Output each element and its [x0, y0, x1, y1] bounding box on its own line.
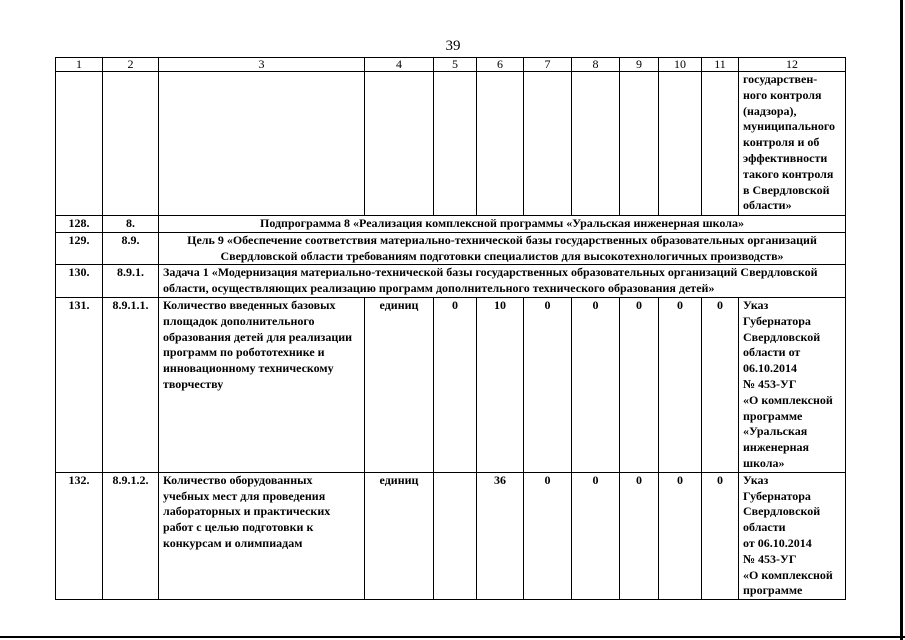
table-row-continuation	[56, 72, 846, 216]
value-cell: 0	[524, 297, 572, 472]
col-header: 10	[659, 58, 702, 72]
indicators-table	[55, 57, 846, 600]
page-number: 39	[445, 38, 461, 54]
source-cell: Указ Губернатора Свердловской области от 06.10.2014 № 453-УГ «О комплексной программе «Уральская инженерная школа»	[739, 297, 846, 472]
table-row	[56, 297, 846, 472]
value-cell: 0	[620, 297, 659, 472]
goal-title: Цель 9 «Обеспечение соответствия материально-технической базы государственных образовательных организаций Свердловской области требованиям подготовки специалистов для высокотехнологичных производств»	[159, 232, 846, 265]
row-code: 8.9.1.2.	[103, 472, 159, 599]
row-code: 8.9.	[103, 232, 159, 265]
col-header: 5	[434, 58, 477, 72]
subprogram-title: Подпрограмма 8 «Реализация комплексной программы «Уральская инженерная школа»	[159, 216, 846, 233]
value-cell: 36	[477, 472, 524, 599]
row-code: 8.	[103, 216, 159, 233]
value-cell: 0	[659, 297, 702, 472]
value-cell: 0	[659, 472, 702, 599]
row-number: 132.	[56, 472, 103, 599]
table-row	[56, 216, 846, 233]
value-cell: 0	[524, 472, 572, 599]
value-cell: 0	[702, 472, 739, 599]
scan-border-right	[900, 0, 903, 640]
indicator-name: Количество оборудованных учебных мест для проведения лабораторных и практических работ с целью подготовки к конкурсам и олимпиадам	[159, 472, 365, 599]
col-header: 6	[477, 58, 524, 72]
row-number: 128.	[56, 216, 103, 233]
table-row	[56, 232, 846, 265]
source-cell: Указ Губернатора Свердловской области от 06.10.2014 № 453-УГ «О комплексной программе	[739, 472, 846, 599]
value-cell: 0	[572, 472, 620, 599]
value-cell: 0	[702, 297, 739, 472]
col-header: 11	[702, 58, 739, 72]
value-cell: 10	[477, 297, 524, 472]
value-cell: 0	[572, 297, 620, 472]
column-number-header	[56, 58, 846, 72]
table-row	[56, 265, 846, 298]
table-row	[56, 472, 846, 599]
scan-border-bottom	[0, 636, 905, 638]
value-cell: 0	[620, 472, 659, 599]
col-header: 3	[159, 58, 365, 72]
row-number: 131.	[56, 297, 103, 472]
col-header: 1	[56, 58, 103, 72]
source-cell: государствен- ного контроля (надзора), муниципального контроля и об эффективности такого контроля в Свердловской области»	[739, 72, 846, 216]
unit-cell: единиц	[365, 472, 434, 599]
unit-cell: единиц	[365, 297, 434, 472]
col-header: 9	[620, 58, 659, 72]
col-header: 8	[572, 58, 620, 72]
col-header: 12	[739, 58, 846, 72]
col-header: 2	[103, 58, 159, 72]
row-code: 8.9.1.	[103, 265, 159, 298]
task-title: Задача 1 «Модернизация материально-технической базы государственных образовательных организаций Свердловской области, осуществляющих реализацию программ дополнительного технического образования детей»	[159, 265, 846, 298]
col-header: 7	[524, 58, 572, 72]
col-header: 4	[365, 58, 434, 72]
row-number: 129.	[56, 232, 103, 265]
row-code: 8.9.1.1.	[103, 297, 159, 472]
indicator-name: Количество введенных базовых площадок дополнительного образования детей для реализации программ по робототехнике и инновационному техническому творчеству	[159, 297, 365, 472]
value-cell	[434, 472, 477, 599]
row-number: 130.	[56, 265, 103, 298]
value-cell: 0	[434, 297, 477, 472]
